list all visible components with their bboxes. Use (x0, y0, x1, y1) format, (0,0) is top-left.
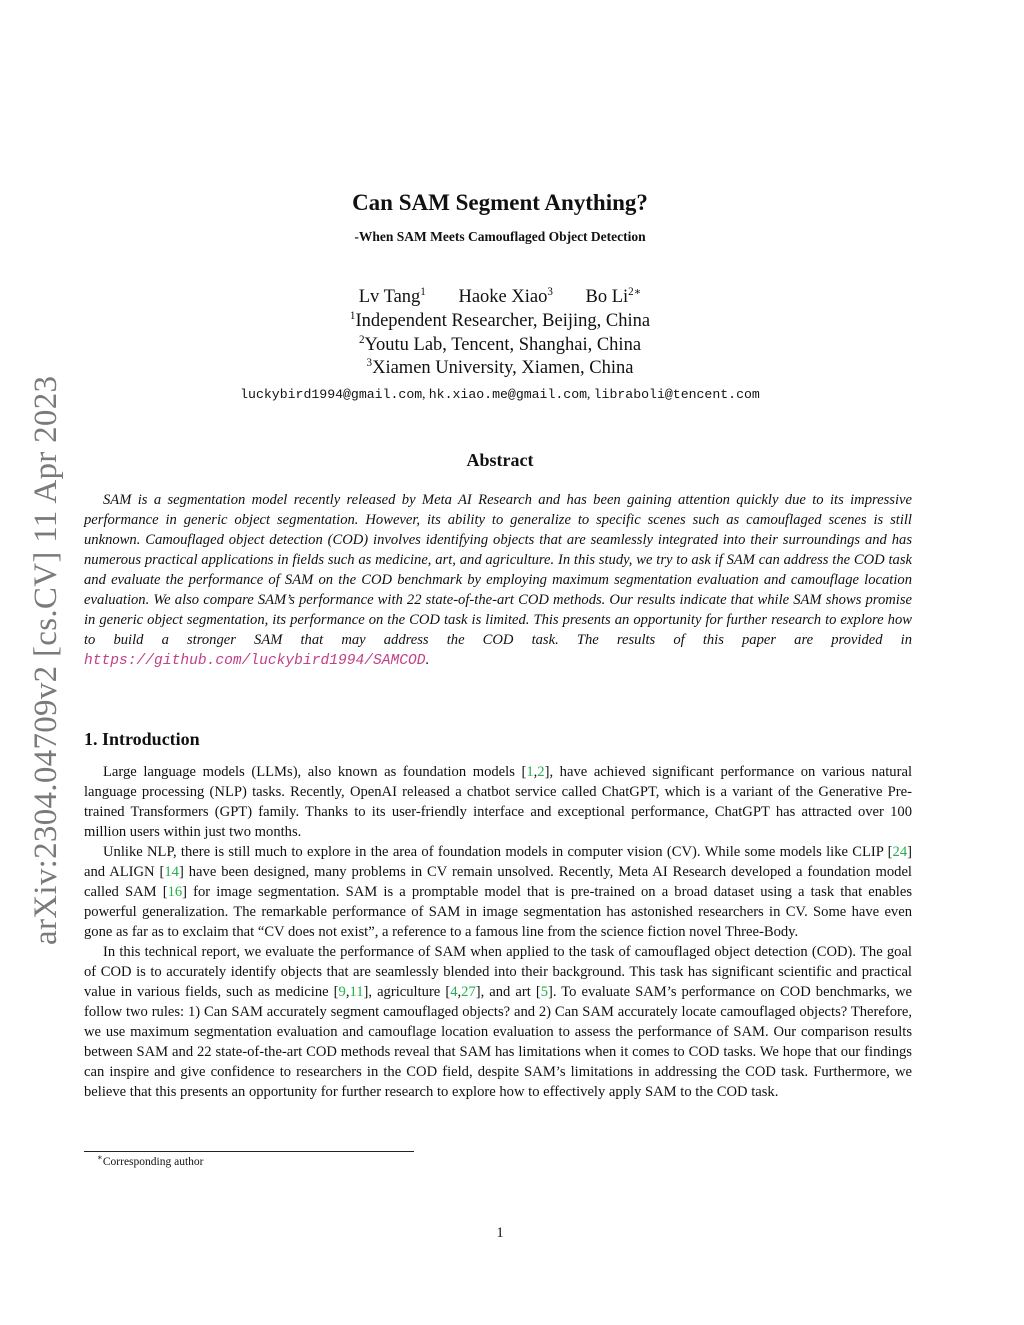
abstract-body (84, 490, 912, 671)
author-affiliation-mark: 3 (547, 285, 553, 298)
text-run: ] for image segmentation. SAM is a promptable model that is pre-trained on a broad dataset using a task that enables powerful generalization. The remarkable performance of SAM in image segmentation has astonished researchers in CV. Some have even gone as far as to exclaim that “CV does not exist”, a reference to a famous line from the science fiction novel Three-Body. (84, 884, 912, 940)
paper-subtitle: -When SAM Meets Camouflaged Object Detection (354, 229, 646, 244)
author-name: Haoke Xiao (458, 287, 548, 307)
text-run: Unlike NLP, there is still much to explore in the area of foundation models in computer vision (CV). While some models like CLIP [ (103, 844, 893, 860)
footnote-divider (84, 1151, 414, 1152)
citation-link[interactable]: 16 (167, 884, 183, 900)
text-run: , (457, 984, 462, 1000)
text-run: ]. To evaluate SAM’s performance on COD benchmarks, we follow two rules: 1) Can SAM accurately segment camouflaged objects? and 2) Can SAM accurately locate camouflaged objects? Therefore, we use maximum segmentation evaluation and camouflage location evaluation to assess the performance of SAM. Our comparison results between SAM and 22 state-of-the-art COD methods reveal that SAM has limitations when it comes to COD tasks. We hope that our findings can inspire and give confidence to researchers in the COD field, despite SAM’s limitations in addressing the COD task. Furthermore, we believe that this presents an opportunity for further research to explore how to effectively apply SAM to the COD task. (84, 984, 913, 1100)
author-2 (458, 287, 552, 307)
introduction-heading: 1. Introduction (84, 729, 200, 749)
abstract-period: . (425, 652, 430, 668)
abstract-heading: Abstract (466, 450, 534, 470)
affiliation-text: Xiamen University, Xiamen, China (372, 358, 634, 378)
affiliation-2 (0, 335, 1000, 356)
author-name: Lv Tang (358, 287, 421, 307)
author-3 (586, 287, 642, 307)
citation-link[interactable]: 2 (537, 764, 545, 780)
text-run: ] and ALIGN [ (84, 844, 912, 880)
email-2: hk.xiao.me@gmail.com (428, 387, 588, 402)
text-run: , (533, 764, 538, 780)
intro-paragraph-1 (84, 762, 912, 842)
affiliation-text: Youtu Lab, Tencent, Shanghai, China (364, 335, 642, 355)
code-repository-link[interactable]: https://github.com/luckybird1994/SAMCOD (84, 653, 426, 669)
email-1: luckybird1994@gmail.com (240, 387, 423, 402)
introduction-body (84, 762, 912, 1102)
footnote (97, 1152, 204, 1168)
text-run: ] have been designed, many problems in CV remain unsolved. Recently, Meta AI Research developed a foundation model called SAM [ (84, 864, 912, 900)
citation-link[interactable]: 9 (338, 984, 346, 1000)
arxiv-identifier-stamp: arXiv:2304.04709v2 [cs.CV] 11 Apr 2023 (28, 375, 64, 945)
author-affiliation-mark: 2∗ (628, 285, 642, 298)
text-run: , (345, 984, 350, 1000)
affiliation-3 (0, 358, 1000, 379)
affiliation-mark: 1 (349, 309, 356, 322)
author-1 (359, 287, 426, 307)
citation-link[interactable]: 24 (892, 844, 908, 860)
affiliation-text: Independent Researcher, Beijing, China (355, 311, 651, 331)
citation-link[interactable]: 5 (540, 984, 548, 1000)
footnote-text: Corresponding author (102, 1156, 204, 1168)
email-3: libraboli@tencent.com (593, 387, 760, 402)
author-name: Bo Li (585, 287, 629, 307)
citation-link[interactable]: 1 (526, 764, 534, 780)
affiliation-mark: 3 (366, 356, 373, 369)
text-run: Large language models (LLMs), also known as foundation models [ (103, 764, 527, 780)
text-run: ], have achieved significant performance on various natural language processing (NLP) tasks. Recently, OpenAI released a chatbot service called ChatGPT, which is a variant of the Generative Pre-trained Transformers (GPT) family. Thanks to its user-friendly interface and exceptional performance, ChatGPT has attracted over 100 million users within just two months. (84, 764, 913, 840)
abstract-text: SAM is a segmentation model recently released by Meta AI Research and has been gaining attention quickly due to its impressive performance in generic object segmentation. However, its ability to generalize to specific scenes such as camouflaged scenes is still unknown. Camouflaged object detection (COD) involves identifying objects that are seamlessly integrated into their surroundings and has numerous practical applications in fields such as medicine, art, and agriculture. In this study, we try to ask if SAM can address the COD task and evaluate the performance of SAM on the COD benchmark by employing maximum segmentation evaluation and camouflage location evaluation. We also compare SAM’s performance with 22 state-of-the-art COD methods. Our results indicate that while SAM shows promise in generic object segmentation, its performance on the COD task is limited. This presents an opportunity for further research to explore how to build a stronger SAM that may address the COD task. The results of this paper are provided in (84, 492, 912, 648)
paper-title: Can SAM Segment Anything? (352, 190, 648, 215)
text-run: In this technical report, we evaluate the performance of SAM when applied to the task of camouflaged object detection (COD). The goal of COD is to accurately identify objects that are seamlessly blended into their background. This task has significant scientific and practical value in various fields, such as medicine [ (84, 944, 912, 1000)
affiliation-mark: 2 (358, 333, 365, 346)
intro-paragraph-2 (84, 842, 912, 942)
author-emails: luckybird1994@gmail.com, hk.xiao.me@gmail.com, libraboli@tencent.com (240, 386, 760, 402)
text-run: ], and art [ (475, 984, 541, 1000)
citation-link[interactable]: 4 (450, 984, 458, 1000)
footnote-mark: ∗ (97, 1152, 103, 1163)
affiliation-1 (0, 311, 1000, 332)
intro-paragraph-3 (84, 942, 912, 1102)
citation-link[interactable]: 27 (461, 984, 476, 1000)
citation-link[interactable]: 11 (349, 984, 364, 1000)
page-number: 1 (496, 1225, 504, 1241)
citation-link[interactable]: 14 (164, 864, 179, 880)
text-run: ], agriculture [ (363, 984, 451, 1000)
author-list (0, 287, 1000, 308)
author-affiliation-mark: 1 (420, 285, 426, 298)
